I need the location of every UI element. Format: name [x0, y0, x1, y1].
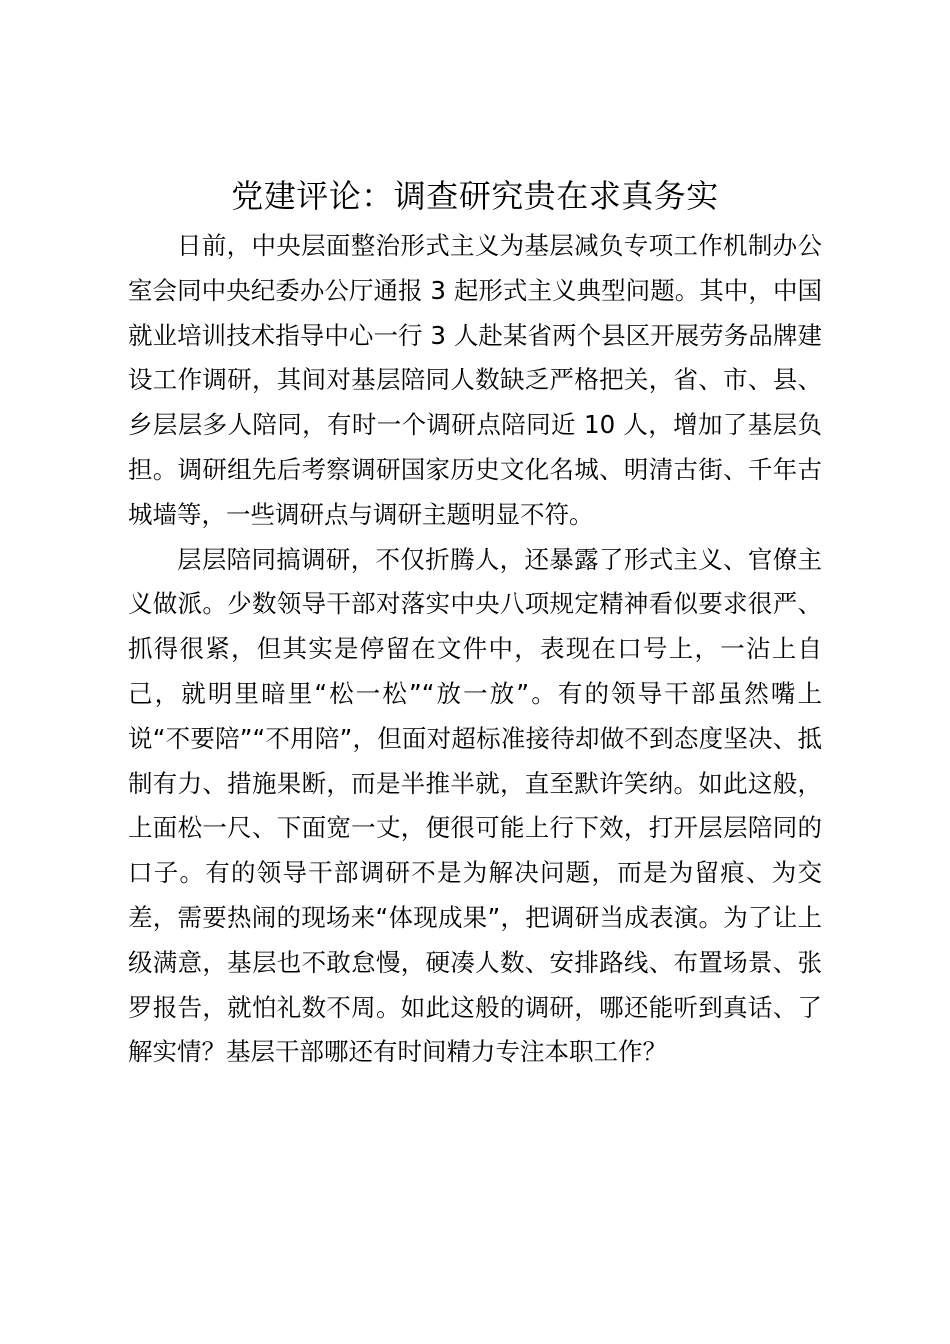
paragraph-2: 层层陪同搞调研，不仅折腾人，还暴露了形式主义、官僚主义做派。少数领导干部对落实中央八项规定精神看似要求很严、抓得很紧，但其实是停留在文件中，表现在口号上，一沾上自己，就明里暗里“松一松”“放一放”。有的领导干部虽然嘴上说“不要陪”“不用陪”，但面对超标准接待却做不到态度坚决、抵制有力、措施果断，而是半推半就，直至默许笑纳。如此这般，上面松一尺、下面宽一丈，便很可能上行下效，打开层层陪同的口子。有的领导干部调研不是为解决问题，而是为留痕、为交差，需要热闹的现场来“体现成果”，把调研当成表演。为了让上级满意，基层也不敢怠慢，硬凑人数、安排路线、布置场景、张罗报告，就怕礼数不周。如此这般的调研，哪还能听到真话、了解实情？基层干部哪还有时间精力专注本职工作？ [128, 544, 822, 1067]
paragraph-1: 日前，中央层面整治形式主义为基层减负专项工作机制办公室会同中央纪委办公厅通报 3 起形式主义典型问题。其中，中国就业培训技术指导中心一行 3 人赴某省两个县区开展劳务品牌建设工作调研，其间对基层陪同人数缺乏严格把关，省、市、县、乡层层多人陪同，有时一个调研点陪同近 10 人，增加了基层负担。调研组先后考察调研国家历史文化名城、明清古街、千年古城墙等，一些调研点与调研主题明显不符。 [128, 231, 822, 529]
document-title: 党建评论：调查研究贵在求真务实 [231, 177, 719, 215]
document-body [128, 224, 822, 1075]
